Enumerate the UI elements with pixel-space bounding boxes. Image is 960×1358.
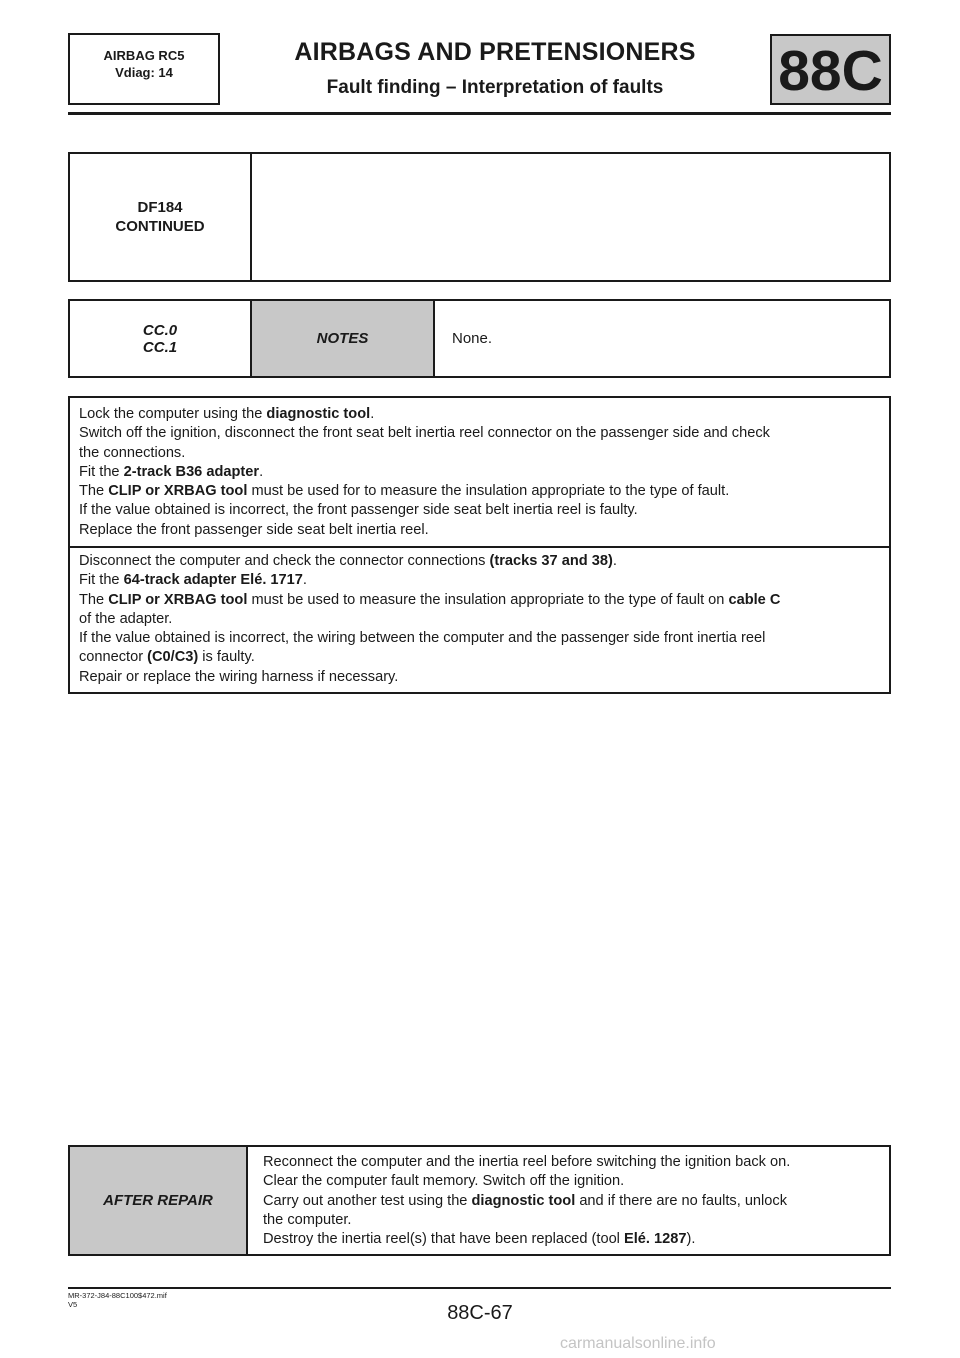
notes-row (68, 299, 891, 378)
text-line: Fit the 2-track B36 adapter. (79, 463, 264, 480)
fault-header-box (68, 152, 891, 282)
text-line: Disconnect the computer and check the connector connections (tracks 37 and 38). (79, 553, 617, 569)
text-line: Reconnect the computer and the inertia reel before switching the ignition back on. (263, 1154, 791, 1170)
text-line: Switch off the ignition, disconnect the front seat belt inertia reel connector on the passenger side and check (79, 425, 770, 442)
text-line: the connections. (79, 444, 186, 461)
page-subtitle: Fault finding – Interpretation of faults (326, 77, 664, 98)
document-reference (68, 1291, 167, 1309)
vdiag-label: Vdiag: 14 (115, 65, 173, 80)
notes-label: NOTES (252, 301, 435, 376)
fault-status: CONTINUED (115, 218, 205, 235)
text-line: the computer. (263, 1211, 352, 1228)
after-repair-text (263, 1153, 790, 1249)
status-code: CC.1 (142, 339, 178, 356)
page-number: 88C-67 (447, 1302, 513, 1324)
header-divider (68, 112, 891, 115)
notes-text: None. (452, 330, 493, 347)
section-code-badge: 88C (770, 34, 891, 105)
text-line: Lock the computer using the diagnostic tool. (79, 406, 375, 422)
text-line: If the value obtained is incorrect, the front passenger side seat belt inertia reel is faulty. (79, 502, 638, 519)
text-line: Carry out another test using the diagnostic tool and if there are no faults, unlock (263, 1192, 788, 1209)
watermark: carmanualsonline.info (560, 1335, 716, 1352)
text-line: Clear the computer fault memory. Switch off the ignition. (263, 1173, 625, 1190)
fault-code: DF184 (137, 199, 183, 216)
after-repair-box (68, 1145, 891, 1256)
text-line: Fit the 64-track adapter Elé. 1717. (79, 572, 307, 589)
status-codes-cell (70, 301, 252, 376)
page-title: AIRBAGS AND PRETENSIONERS (294, 38, 696, 66)
fault-id-cell (70, 154, 252, 280)
version-label: V5 (68, 1300, 78, 1309)
file-reference: MR-372-J84-88C100$472.mif (68, 1291, 167, 1300)
text-line: If the value obtained is incorrect, the wiring between the computer and the passenger side front inertia reel (79, 630, 766, 647)
procedure-step-2 (70, 548, 889, 692)
procedure-box (68, 396, 891, 694)
procedure-step-1 (70, 398, 889, 548)
text-line: Repair or replace the wiring harness if necessary. (79, 668, 399, 685)
text-line: Replace the front passenger side seat belt inertia reel. (79, 521, 429, 538)
text-line: connector (C0/C3) is faulty. (79, 649, 255, 666)
footer-divider (68, 1287, 891, 1289)
text-line: Destroy the inertia reel(s) that have been replaced (tool Elé. 1287). (263, 1231, 696, 1248)
model-name: AIRBAG RC5 (103, 48, 185, 63)
text-line: The CLIP or XRBAG tool must be used to measure the insulation appropriate to the type of fault on cable C (79, 591, 781, 608)
after-repair-label: AFTER REPAIR (70, 1147, 248, 1254)
status-code: CC.0 (142, 322, 178, 339)
text-line: of the adapter. (79, 610, 173, 627)
model-box (68, 33, 220, 105)
text-line: The CLIP or XRBAG tool must be used for to measure the insulation appropriate to the type of fault. (79, 483, 730, 500)
